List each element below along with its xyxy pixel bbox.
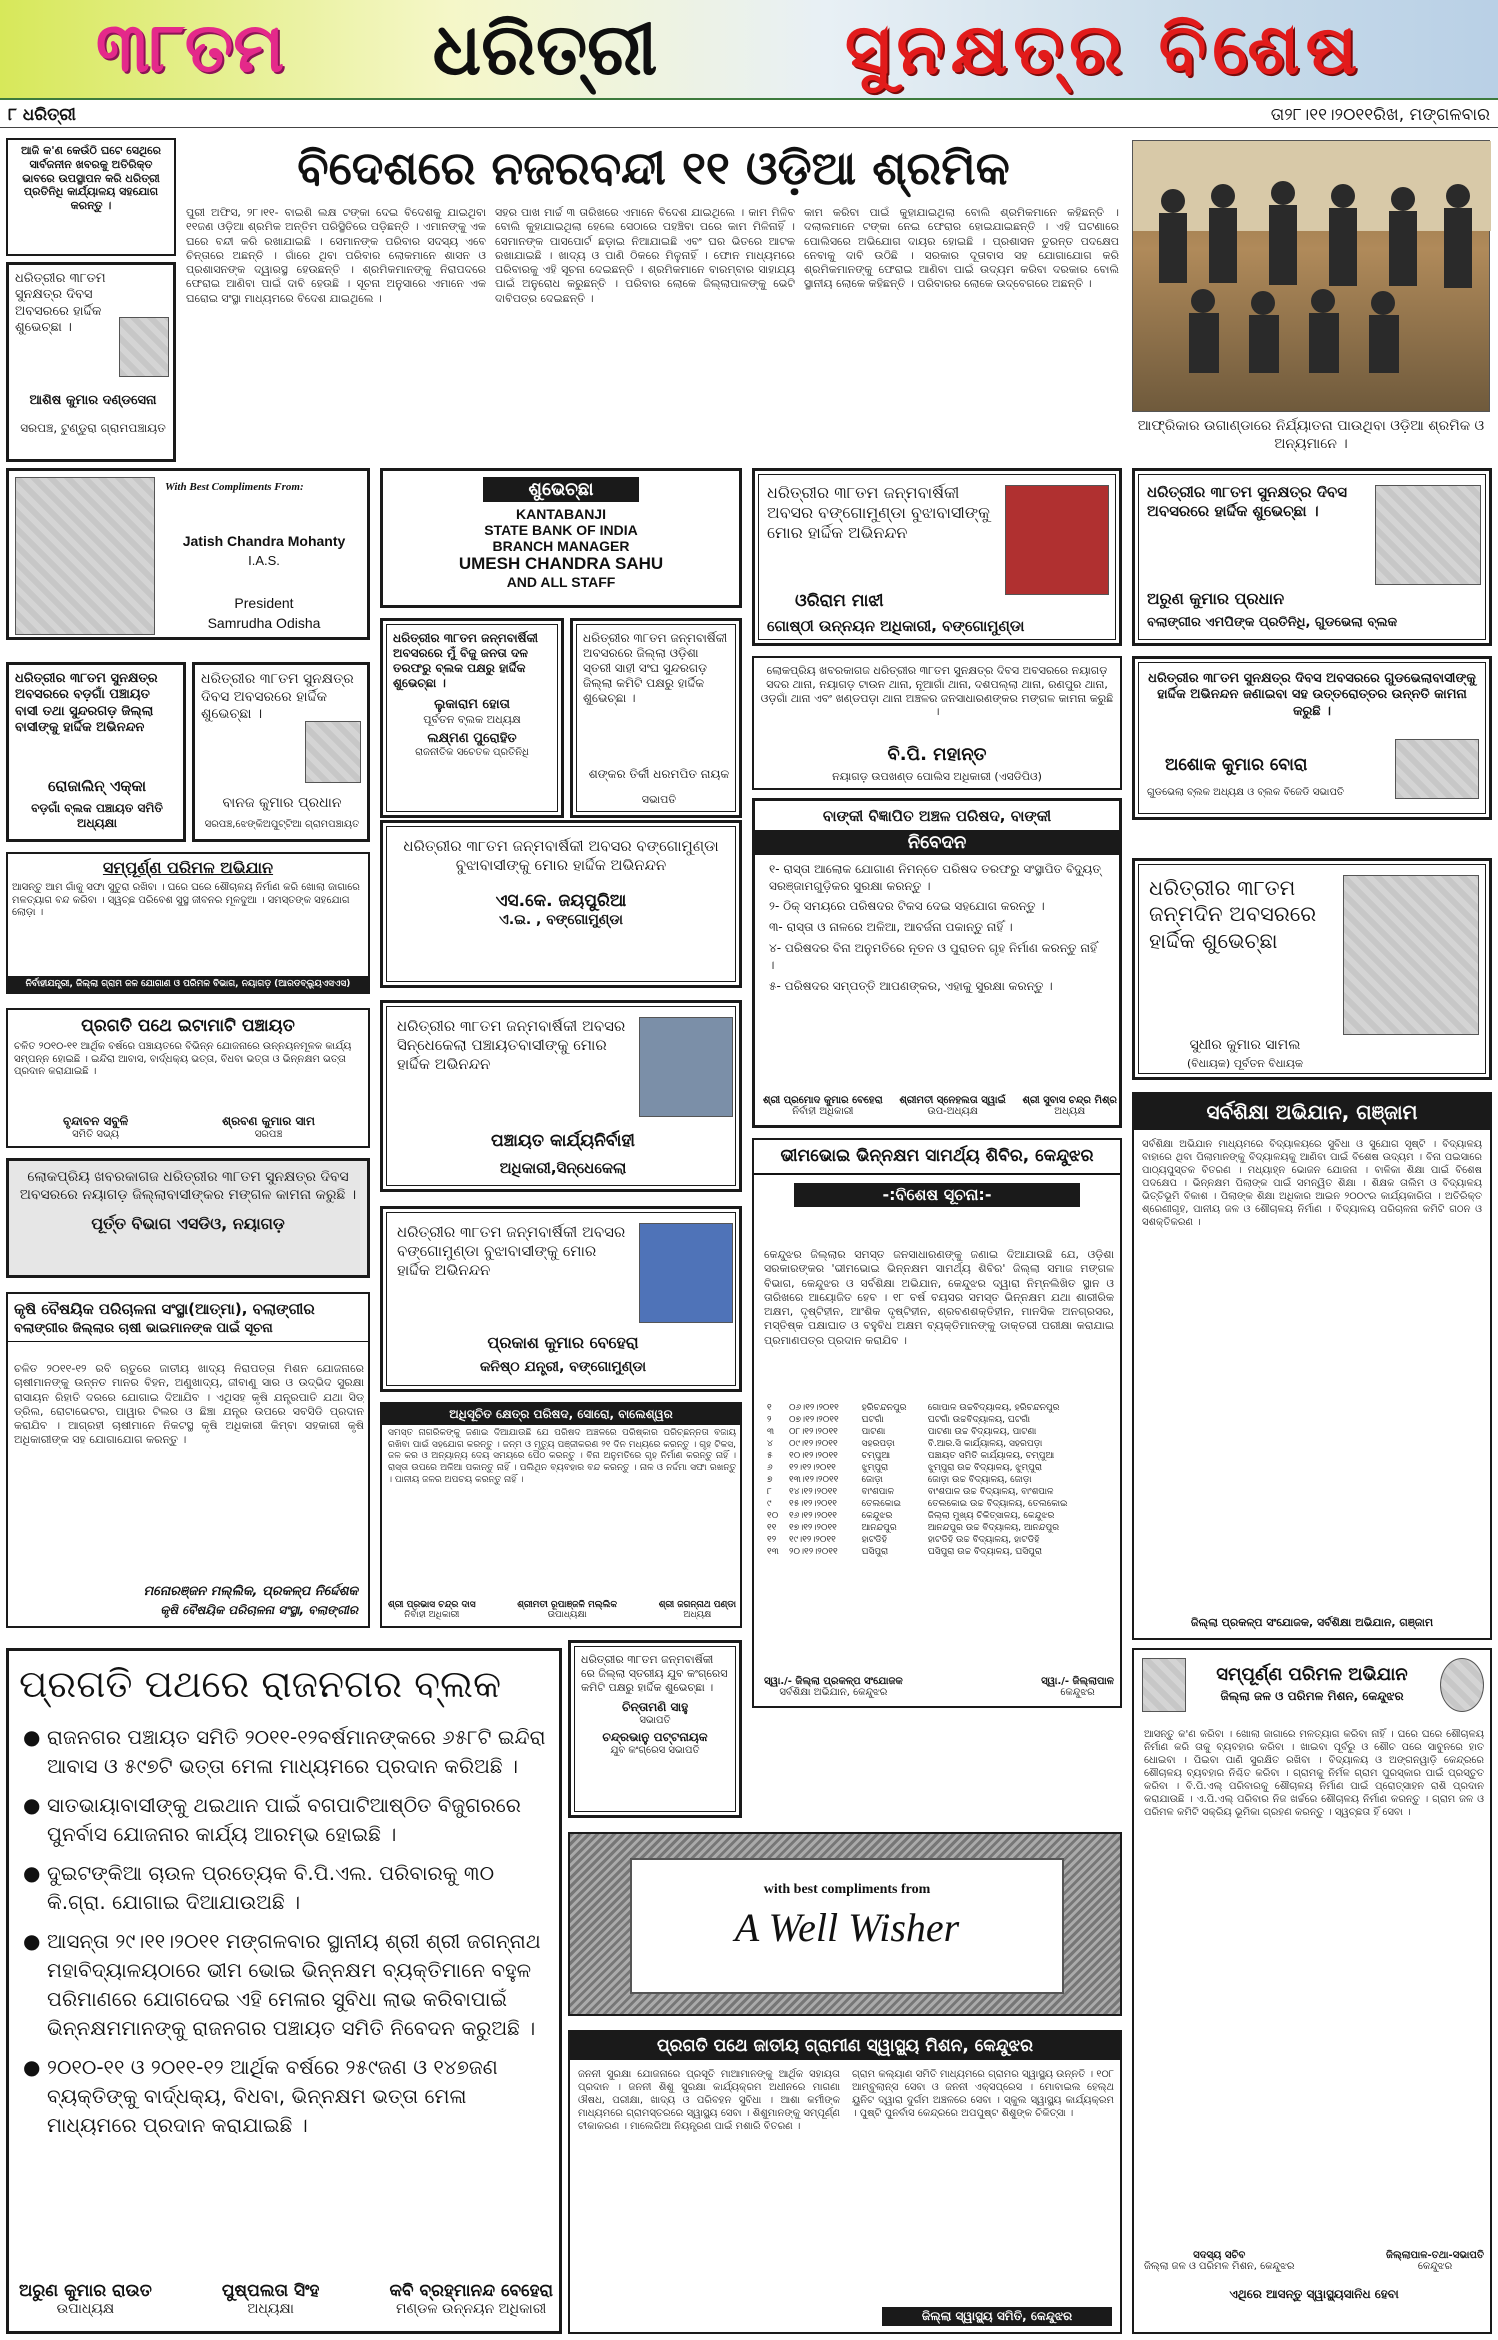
ad-rajnagar [6,1648,562,2334]
intro-box [6,138,176,256]
ad-chintamani-text: ଧରିତ୍ରୀର ୩୮ତମ ଜନ୍ମବାର୍ଷିକୀ ରେ ଜିଲ୍ଲା ସ୍ତରୀୟ ଯୁବ କଂଗ୍ରେସ କମିଟି ପକ୍ଷରୁ ହାର୍ଦ୍ଦିକ ଶୁଭେଚ୍ଛା । [581,1653,728,1694]
ad-police-role: ନୟାଗଡ଼ ଉପଖଣ୍ଡ ପୋଲିସ ଅଧିକାରୀ (ଏସଡିପିଓ) [832,770,1042,783]
table-cell: ଜିଲ୍ଲା ମୁଖ୍ୟ ଚିକିତ୍ସାଳୟ, କେନ୍ଦୁଝର [927,1511,1055,1521]
story-col1: ପୁରୀ ଅଫିସ, ୨୮।୧୧- ବାଇଶି ଲକ୍ଷ ଟଙ୍କା ଦେଇ ବିଦେଶକୁ ଯାଇଥିବା ୧୧ଜଣ ଓଡ଼ିଆ ଶ୍ରମିକ ଅନ୍ତିମ ପରିସ୍ଥିତିରେ ପଡ଼ିଛନ୍ତି । ଏମାନଙ୍କୁ ଏକ ଘରେ ବନ୍ଦୀ କରି ରଖାଯାଇଛି । ସେମାନଙ୍କ ପରିବାର ସଦସ୍ୟ ଏବେ ଚିନ୍ତାରେ ଅଛନ୍ତି । ଗାଁରେ ଥିବା ପରିବାର ଲୋକମାନେ ଶାସନ ଓ ପ୍ରଶାସନଙ୍କ ଦ୍ୱାରସ୍ଥ ହେଉଛନ୍ତି । ଶ୍ରମିକମାନଙ୍କୁ ନିରାପଦରେ ଫେରାଇ ଆଣିବା ପାଇଁ ଦାବି ହେଉଛି । ସୂଚନା ଅନୁସାରେ ଏମାନେ ଏକ ଘରୋଇ ସଂସ୍ଥା ମାଧ୍ୟମରେ ବିଦେଶ ଯାଇଥିଲେ । [186,206,486,305]
table-row [764,1498,1114,1510]
ad-itamati-text: ଚଳିତ ୨୦୧୦-୧୧ ଆର୍ଥିକ ବର୍ଷରେ ପଞ୍ଚାୟତରେ ବିଭିନ୍ନ ଯୋଜନାରେ ଉନ୍ନୟନମୂଳକ କାର୍ଯ୍ୟ ସମ୍ପନ୍ନ ହୋଇଛି । ଇନ୍ଦିରା ଆବାସ, ବାର୍ଦ୍ଧକ୍ୟ ଭତ୍ତା, ବିଧବା ଭତ୍ତା ଓ ଭିନ୍ନକ୍ଷମ ଭତ୍ତା ପ୍ରଦାନ କରାଯାଇଛି । [14,1041,352,1078]
issue-date: ତା୨୮।୧୧।୨୦୧୧ରିଖ, ମଙ୍ଗଳବାର [1270,104,1490,125]
ad-swachh-text: ଆସନ୍ତୁ କ'ଣ କରିବା । ଖୋଲା ଜାଗାରେ ମଳତ୍ୟାଗ କରିବା ନାହିଁ । ଘରେ ଘରେ ଶୌଚାଳୟ ନିର୍ମାଣ କରି ତାକୁ ବ୍ୟବହାର କରିବା । ଖାଇବା ପୂର୍ବରୁ ଓ ଶୌଚ ପରେ ସାବୁନରେ ହାତ ଧୋଇବା । ପିଇବା ପାଣି ସୁରକ୍ଷିତ ରଖିବା । ବିଦ୍ୟାଳୟ ଓ ଅଙ୍ଗନୱାଡ଼ି କେନ୍ଦ୍ରରେ ଶୌଚାଳୟ ବ୍ୟବହାର ନିଶ୍ଚିତ କରିବା । ଗ୍ରାମକୁ ନିର୍ମଳ ଗ୍ରାମ ପୁରସ୍କାର ପାଇଁ ପ୍ରସ୍ତୁତ କରିବା । ବି.ପି.ଏଲ୍ ପରିବାରକୁ ଶୌଚାଳୟ ନିର୍ମାଣ ପାଇଁ ପ୍ରୋତ୍ସାହନ ରାଶି ପ୍ରଦାନ କରାଯାଉଛି । ଏ.ପି.ଏଲ୍ ପରିବାର ନିଜ ଖର୍ଚ୍ଚରେ ଶୌଚାଳୟ ନିର୍ମାଣ କରନ୍ତୁ । ଗ୍ରାମ ଜଳ ଓ ପରିମଳ କମିଟି ସକ୍ରିୟ ଭୂମିକା ଗ୍ରହଣ କରନ୍ତୁ । ସ୍ୱଚ୍ଛତା ହିଁ ସେବା । [1144,1729,1484,1818]
table-cell: ୧୭।୧୨।୨୦୧୧ [789,1523,837,1533]
sign-role: ଅଧ୍ୟକ୍ଷା [247,2301,294,2317]
ad-sudhir [1132,858,1492,1080]
table-cell: ବି.ଆର.ସି କାର୍ଯ୍ୟାଳୟ, ସହରପଡ଼ା [927,1439,1043,1449]
ad-bankee-sign [1022,1095,1117,1117]
table-row [764,1534,1114,1546]
table-cell: ୧୦ [767,1511,779,1521]
ad-swachh-title: ସମ୍ପୂର୍ଣ୍ଣ ପରିମଳ ଅଭିଯାନ [1216,1664,1408,1685]
ad-sudhir-text: ଧରିତ୍ରୀର ୩୮ତମ ଜନ୍ମଦିନ ଅବସରରେ ହାର୍ଦ୍ଦିକ ଶୁଭେଚ୍ଛା [1149,876,1317,953]
ad-sindhekela-text: ଧରିତ୍ରୀର ୩୮ତମ ଜନ୍ମବାର୍ଷିକୀ ଅବସର ସିନ୍ଧେକେଲା ପଞ୍ଚାୟତବାସୀଙ୍କୁ ମୋର ହାର୍ଦ୍ଦିକ ଅଭିନନ୍ଦନ [397,1017,626,1073]
sign-name: ଜିଲ୍ଲାପାଳ-ତଥା-ସଭାପତି [1386,2250,1484,2261]
ad-sarvashiksha-title: ସର୍ବଶିକ୍ଷା ଅଭିଯାନ, ଗଞ୍ଜାମ [1134,1094,1490,1130]
table-cell: ୮ [767,1487,772,1497]
table-row [764,1546,1114,1558]
sign-role: ଅଧ୍ୟକ୍ଷ [1054,1106,1086,1117]
ad-chintamani-role2: ଯୁବ କଂଗ୍ରେସ ସଭାପତି [610,1744,700,1756]
notice-item: ୪- ପରିଷଦର ବିନା ଅନୁମତିରେ ନୂତନ ଓ ପୁରାତନ ଗୃହ ନିର୍ମାଣ କରନ୍ତୁ ନାହିଁ । [769,940,1098,972]
ad-banaj-name: ବାନଜ କୁମାର ପ୍ରଧାନ [222,795,342,811]
person-head [1446,184,1470,208]
ad-nayagarh-text: ଲୋକପ୍ରିୟ ଖବରକାଗଜ ଧରିତ୍ରୀର ୩୮ତମ ସୁନକ୍ଷତ୍ର ଦିବସ ଅବସରରେ ନୟାଗଡ଼ ଜିଲ୍ଲାବାସୀଙ୍କର ମଙ୍ଗଳ କାମନା କରୁଛି । [19,1169,357,1203]
notice-item: ୨- ଠିକ୍ ସମୟରେ ପରିଷଦର ଟିକସ ଦେଇ ସହଯୋଗ କରନ୍ତୁ । [769,899,1045,914]
list-item: ● ଆସନ୍ତା ୨୯।୧୧।୨୦୧୧ ମଙ୍ଗଳବାର ସ୍ଥାନୀୟ ଶ୍ରୀ ଶ୍ରୀ ଜଗନ୍ନାଥ ମହାବିଦ୍ୟାଳୟଠାରେ ଭୀମ ଭୋଇ ଭିନ୍ନକ୍ଷମ ବ୍ୟକ୍ତିମାନେ ବହୁଳ ପରିମାଣରେ ଯୋଗଦେଇ ଏହି ମେଳାର ସୁବିଧା ଲାଭ କରିବାପାଇଁ ଭିନ୍ନକ୍ଷମମାନଙ୍କୁ ରାଜନଗର ପଞ୍ଚାୟତ ସମିତି ନିବେଦନ କରୁଅଛି । [19,1927,549,2043]
page-number: ୮ ଧରିତ୍ରୀ [8,104,76,125]
ad-bhimbhoi-sign [764,1676,903,1698]
ad-lakshman-name1: ଲୁକାରାମ ହୋତା [434,697,510,712]
sign-name: ସଦସ୍ୟ ସଚିବ [1193,2250,1246,2261]
ad-bhimbhoi-table [764,1402,1114,1558]
sign-role: ନିର୍ବାହୀ ଅଧିକାରୀ [792,1106,854,1117]
ad-police-text: ଲୋକପ୍ରିୟ ଖବରକାଗଜ ଧରିତ୍ରୀର ୩୮ତମ ସୁନକ୍ଷତ୍ର ଦିବସ ଅବସରରେ ନୟାଗଡ଼ ସଦର ଥାନା, ନୟାଗଡ଼ ଟାଉନ ଥାନା, ନୂଆଗାଁ ଥାନା, ଦଶପଲ୍ଲା ଥାନା, ରଣପୁର ଥାନା, ଓଡ଼ଗାଁ ଥାନା ଏବଂ ଖଣ୍ଡପଡ଼ା ଥାନା ଅଞ୍ଚଳର ଜନସାଧାରଣଙ୍କର ମଙ୍ଗଳ କାମନା କରୁଛି । [760,664,1114,719]
table-cell: ପାଟଣା [861,1427,886,1437]
story-col3: କାମ କରିବା ପାଇଁ କୁହାଯାଇଥିଲା ବୋଲି ଶ୍ରମିକମାନେ କହିଛନ୍ତି । ଦଲାଲମାନେ ଟଙ୍କା ନେଇ ଫେରାର ହୋଇଯାଇଛନ୍ତି । ଏହି ଘଟଣାରେ ପୋଲିସରେ ଅଭିଯୋଗ ଦାୟର ହୋଇଛି । ପ୍ରଶାସନ ତୁରନ୍ତ ପଦକ୍ଷେପ ନେବାକୁ ଦାବି ଉଠିଛି । ସରକାର ଦୂତାବାସ ସହ ଯୋଗାଯୋଗ କରି ଶ୍ରମିକମାନଙ୍କୁ ଫେରାଇ ଆଣିବା ପାଇଁ ଉଦ୍ୟମ କରିବା ଦରକାର ବୋଲି ସ୍ଥାନୀୟ ଲୋକେ କହିଛନ୍ତି । ପରିବାରର ଲୋକେ ଉଦ୍‌ବେଗରେ ଅଛନ୍ତି । [804,206,1119,291]
ad-sbi-line3: BRANCH MANAGER [492,538,630,554]
sign-name: ଶ୍ରୀମତୀ ରୂପାଞ୍ଜଳି ମଲ୍ଲିକ [517,1600,618,1610]
table-cell: ୧୨।୧୨।୨୦୧୧ [789,1463,836,1473]
ad-banaj-role: ସରପଞ୍ଚ,ଝେଙ୍କିଅପୁଟ୍ଟିଆ ଗ୍ରାମପଞ୍ଚାୟତ [204,819,360,830]
sign-role: କେନ୍ଦୁଝର [1417,2261,1453,2272]
sign-role: ଉପାଧ୍ୟକ୍ଷା [547,1610,587,1620]
person-body [1329,208,1357,286]
ad-chintamani-role1: ସଭାପତି [639,1715,671,1727]
ad-rajnagar-title: ପ୍ରଗତି ପଥରେ ରାଜନଗର ବ୍ଲକ [19,1662,502,1706]
sign-name: ପୁଷ୍ପଲତା ସିଂହ [221,2281,320,2301]
sign-role: ମଣ୍ଡଳ ଉନ୍ନୟନ ଅଧିକାରୀ [396,2301,547,2317]
person-head [1251,291,1275,315]
person-body [1209,208,1237,283]
sign-name: ଶ୍ରୀ ପ୍ରଭାସ ଚନ୍ଦ୍ର ଦାସ [388,1600,476,1610]
ad-soro-signs [388,1600,736,1620]
ad-shankar-text: ଧରିତ୍ରୀର ୩୮ତମ ଜନ୍ମବାର୍ଷିକୀ ଅବସରରେ ଜିଲ୍ଲା ଓଡ଼ିଶା ସ୍ତରୀ ସାହୀ ସଂଘ ସୁନ୍ଦରଗଡ଼ ଜିଲ୍ଲା କମିଟି ପକ୍ଷରୁ ହାର୍ଦ୍ଦିକ ଶୁଭେଚ୍ଛା । [583,631,728,705]
notice-item: ୫- ପରିଷଦର ସମ୍ପତ୍ତି ଆପଣଙ୍କର, ଏହାକୁ ସୁରକ୍ଷା କରନ୍ତୁ । [769,978,1053,993]
ad-nrhm-col2: ଗ୍ରାମ କଲ୍ୟାଣ ସମିତି ମାଧ୍ୟମରେ ଗ୍ରାମର ସ୍ୱାସ୍ଥ୍ୟ ଉନ୍ନତି । ୧୦୮ ଆମ୍ବୁଲାନ୍ସ ସେବା ଓ ଜନନୀ ଏକ୍ସପ୍ରେସ । ମୋବାଇଲ ହେଲ୍ଥ ୟୁନିଟ ଦ୍ୱାରା ଦୁର୍ଗମ ଅଞ୍ଚଳରେ ସେବା । ସ୍କୁଲ ସ୍ୱାସ୍ଥ୍ୟ କାର୍ଯ୍ୟକ୍ରମ । ପୁଷ୍ଟି ପୁନର୍ବାସ କେନ୍ଦ୍ରରେ ଅପପୁଷ୍ଟ ଶିଶୁଙ୍କ ଚିକିତ୍ସା । [852,2069,1114,2119]
sign-role: ଉପ-ଅଧ୍ୟକ୍ଷ [927,1106,978,1117]
ad-sbi-title: ଶୁଭେଚ୍ଛା [483,477,639,502]
table-cell: ଘଟଗାଁ ଉଚ୍ଚବିଦ୍ୟାଳୟ, ଘଟଗାଁ [927,1415,1031,1425]
ad-sudhir-photo [1343,875,1479,1035]
ad-itamati [6,1008,370,1148]
masthead-edition: ୩୮ତମ [95,9,285,88]
ad-swachh-subtitle: ଜିଲ୍ଲା ଜଳ ଓ ପରିମଳ ମିଶନ, କେନ୍ଦୁଝର [1220,1688,1404,1703]
table-row [764,1438,1114,1450]
ad-jatish-header: With Best Compliments From: [165,481,304,493]
ad-krushi [6,1292,370,1628]
ad-bankee-title: ବାଙ୍କୀ ବିଜ୍ଞାପିତ ଅଞ୍ଚଳ ପରିଷଦ, ବାଙ୍କୀ [822,807,1052,825]
ad-sudhir-role: (ବିଧାୟକ) ପୂର୍ବତନ ବିଧାୟକ [1186,1057,1304,1070]
person-body [1189,313,1219,373]
table-cell: ୦୭।୧୨।୨୦୧୧ [789,1415,839,1425]
table-cell: ୧୯।୧୨।୨୦୧୧ [789,1535,836,1545]
ad-bankee-subtitle: ନିବେଦନ [755,830,1119,855]
table-cell: ୧୩ [767,1547,779,1557]
sign-role: ଉପାଧ୍ୟକ୍ଷ [56,2301,115,2317]
ad-wellwisher-panel [630,1858,1064,1994]
sign-role: ଅଧ୍ୟକ୍ଷ [683,1610,712,1620]
table-cell: ୧୬।୧୨।୨୦୧୧ [789,1511,837,1521]
ad-chintamani [568,1640,742,1818]
ad-swachh-sign [1144,2250,1294,2272]
table-cell: କେନ୍ଦୁଝର [861,1511,893,1521]
ad-ashish-name: ଆଶିଷ କୁମାର ଦଣ୍ଡସେନା [29,393,157,408]
table-cell: ଚମ୍ପୁଆ [861,1451,891,1461]
ad-chintamani-name2: ଚନ୍ଦ୍ରଭାନୁ ପଟ୍ଟନାୟକ [602,1729,708,1744]
ad-lakshman [380,618,564,818]
ad-prakash-name: ପ୍ରକାଶ କୁମାର ବେହେରା [487,1333,639,1352]
ad-nrhm-title: ପ୍ରଗତି ପଥେ ଜାତୀୟ ଗ୍ରାମୀଣ ସ୍ୱାସ୍ଥ୍ୟ ମିଶନ, କେନ୍ଦୁଝର [570,2032,1120,2060]
ad-soro-text: ସମସ୍ତ ନାଗରିକଙ୍କୁ ଜଣାଇ ଦିଆଯାଉଛି ଯେ ପରିଷଦ ଅଞ୍ଚଳରେ ପରିଷ୍କାର ପରିଚ୍ଛନ୍ନତା ବଜାୟ ରଖିବା ପାଇଁ ସହଯୋଗ କରନ୍ତୁ । ଜନ୍ମ ଓ ମୃତ୍ୟୁ ପଞ୍ଜୀକରଣ ୨୧ ଦିନ ମଧ୍ୟରେ କରନ୍ତୁ । ଗୃହ ଟିକସ, ଜଳ କର ଓ ଅନ୍ୟାନ୍ୟ ଦେୟ ସମୟରେ ପୈଠ କରନ୍ତୁ । ବିନା ଅନୁମତିରେ ଗୃହ ନିର୍ମାଣ କରନ୍ତୁ ନାହିଁ । ରାସ୍ତା ଉପରେ ଅଳିଆ ପକାନ୍ତୁ ନାହିଁ । ପଲିଥିନ ବ୍ୟବହାର ବନ୍ଦ କରନ୍ତୁ । ନାଳ ଓ ନର୍ଦ୍ଦମା ସଫା ରଖନ୍ତୁ । ପାନୀୟ ଜଳର ଅପଚୟ କରନ୍ତୁ ନାହିଁ । [388,1428,736,1485]
ad-sindhekela-role: ଅଧିକାରୀ,ସିନ୍ଧେକେଲା [499,1159,627,1177]
group-photo-figures [1133,141,1491,413]
person-body [1369,315,1399,373]
table-cell: ତେଲକୋଇ [861,1499,901,1509]
person-body [1389,211,1417,286]
ad-sbi-line1: KANTABANJI [516,506,606,522]
person-head [1161,189,1185,213]
ad-swachh-signs [1144,2250,1484,2272]
ad-jatish-org: Samrudha Odisha [207,615,321,631]
sign-name: କବି ବ୍ରହ୍ମାନନ୍ଦ ବେହେରା [389,2281,553,2301]
ad-shankar-role: ସଭାପତି [641,793,677,806]
ad-itamati-signs [16,1114,362,1140]
ad-shankar [570,618,742,818]
notice-item: ୩- ରାସ୍ତା ଓ ନାଳରେ ଅଳିଆ, ଆବର୍ଜନା ପକାନ୍ତୁ ନାହିଁ । [769,920,1013,935]
table-cell: ୬ [767,1463,773,1473]
sign-role: କେନ୍ଦୁଝର [1060,1687,1095,1698]
ad-sarvashiksha-text: ସର୍ବଶିକ୍ଷା ଅଭିଯାନ ମାଧ୍ୟମରେ ବିଦ୍ୟାଳୟରେ ସୁବିଧା ଓ ସୁଯୋଗ ସୃଷ୍ଟି । ବିଦ୍ୟାଳୟ ବାହାରେ ଥିବା ପିଲାମାନଙ୍କୁ ବିଦ୍ୟାଳୟକୁ ଆଣିବା ପାଇଁ ବିଶେଷ ଉଦ୍ୟମ । ବିନା ପଇସାରେ ପାଠ୍ୟପୁସ୍ତକ ବିତରଣ । ମଧ୍ୟାହ୍ନ ଭୋଜନ ଯୋଜନା । ବାଳିକା ଶିକ୍ଷା ପାଇଁ ବିଶେଷ ପଦକ୍ଷେପ । ଭିନ୍ନକ୍ଷମ ପିଲାଙ୍କ ପାଇଁ ସମନ୍ୱିତ ଶିକ୍ଷା । ଶିକ୍ଷକ ତାଲିମ ଓ ବିଦ୍ୟାଳୟ ଭିତ୍ତିଭୂମି ବିକାଶ । ପିଲାଙ୍କ ଶିକ୍ଷା ଅଧିକାର ଆଇନ ୨୦୦୯ର କାର୍ଯ୍ୟକାରିତା । ଅତିରିକ୍ତ ଶ୍ରେଣୀଗୃହ, ପାନୀୟ ଜଳ ଓ ଶୌଚାଳୟ ନିର୍ମାଣ । ବିଦ୍ୟାଳୟ ପରିଚାଳନା କମିଟି ଗଠନ ଓ ସଶକ୍ତିକରଣ । [1142,1139,1482,1228]
ad-ashok-name: ଅଶୋକ କୁମାର ବୋରା [1165,755,1308,775]
ad-jatish [6,468,370,640]
ad-bankee-signs [763,1095,1117,1117]
table-cell: ୧୩।୧୨।୨୦୧୧ [789,1475,839,1485]
table-cell: ୯ [767,1499,772,1509]
intro-text: ଆଜି କ'ଣ କେଉଁଠି ଘଟେ ସେଥିରେ ସାର୍ବଜନୀନ ଖବରକୁ ଅତିରିକ୍ତ ଭାବରେ ଉପସ୍ଥାପନ କରି ଧରିତ୍ରୀ ପ୍ରତିନିଧି କାର୍ଯ୍ୟାଳୟ ସହଯୋଗ କରନ୍ତୁ । [21,144,161,212]
table-cell: ଆନନ୍ଦପୁର ଉଚ୍ଚ ବିଦ୍ୟାଳୟ, ଆନନ୍ଦପୁର [927,1523,1060,1533]
sign-role: ଜିଲ୍ଲା ଜଳ ଓ ପରିମଳ ମିଶନ, କେନ୍ଦୁଝର [1144,2261,1295,2272]
ad-lakshman-text: ଧରିତ୍ରୀର ୩୮ତମ ଜନ୍ମବାର୍ଷିକୀ ଅବସରରେ ମୁଁ ବିଜୁ ଜନତା ଦଳ ତରଫରୁ ବ୍ଲକ ପକ୍ଷରୁ ହାର୍ଦ୍ଦିକ ଶୁଭେଚ୍ଛା । [393,631,538,690]
ad-rajnagar-bullets [19,1723,549,2140]
person-body [1159,213,1187,283]
table-row [764,1426,1114,1438]
sign-name: ସ୍ୱା./- ଜିଲ୍ଲା ପ୍ରକଳ୍ପ ସଂଯୋଜକ [764,1676,903,1687]
ad-saniyatan-footer: ନିର୍ବାହୀଯନ୍ତ୍ରୀ, ଜିଲ୍ଲା ଗ୍ରାମ ଜଳ ଯୋଗାଣ ଓ ପରିମଳ ବିଭାଗ, ନୟାଗଡ଼ (ଆରଡବ୍ଲ୍ୟୁଏସଏସ) [8,976,368,992]
ad-ashish-text: ଧରିତ୍ରୀର ୩୮ତମ ସୁନକ୍ଷତ୍ର ଦିବସ ଅବସରରେ ହାର୍ଦ୍ଦିକ ଶୁଭେଚ୍ଛା । [15,271,106,335]
table-cell: ସହରପଡ଼ା [861,1439,895,1449]
ad-saniyatan-text: ଆସନ୍ତୁ ଆମ ଗାଁକୁ ସଫା ସୁତୁରା ରଖିବା । ଘରେ ଘରେ ଶୌଚାଳୟ ନିର୍ମାଣ କରି ଖୋଲା ଜାଗାରେ ମଳତ୍ୟାଗ ବନ୍ଦ କରିବା । ସ୍ୱଚ୍ଛ ପରିବେଶ ସୁସ୍ଥ ଜୀବନର ମୂଳଦୁଆ । ସମସ୍ତଙ୍କ ସହଯୋଗ ଲୋଡ଼ା । [12,882,360,918]
list-item: ● ରାଜନଗର ପଞ୍ଚାୟତ ସମିତି ୨୦୧୧-୧୨ବର୍ଷମାନଙ୍କରେ ୬୫୮ଟି ଇନ୍ଦିରା ଆବାସ ଓ ୫୯୭ଟି ଭତ୍ତା ମେଳା ମାଧ୍ୟମରେ ପ୍ରଦାନ କରିଅଛି । [19,1723,549,1781]
ad-nayagarh [6,1158,370,1278]
ad-ashish [6,262,176,462]
table-cell: ୧୫।୧୨।୨୦୧୧ [789,1499,837,1509]
ad-itamati-sign [222,1114,315,1140]
ad-sindhekela [380,1000,742,1192]
table-row [764,1522,1114,1534]
ad-wellwisher-line2: A Well Wisher [734,1905,960,1950]
sign-role: ସମିତି ସଭ୍ୟ [72,1129,120,1140]
ad-bhimbhoi-text: କେନ୍ଦୁଝର ଜିଲ୍ଲାର ସମସ୍ତ ଜନସାଧାରଣଙ୍କୁ ଜଣାଇ ଦିଆଯାଉଛି ଯେ, ଓଡ଼ିଶା ସରକାରଙ୍କର 'ଭୀମଭୋଇ ଭିନ୍ନକ୍ଷମ ସାମର୍ଥ୍ୟ ଶିବିର' ଜିଲ୍ଲା ସମାଜ ମଙ୍ଗଳ ବିଭାଗ, କେନ୍ଦୁଝର ଓ ସର୍ବଶିକ୍ଷା ଅଭିଯାନ, କେନ୍ଦୁଝର ଦ୍ୱାରା ନିମ୍ନଲିଖିତ ସ୍ଥାନ ଓ ତାରିଖରେ ଆୟୋଜିତ ହେବ । ୧୮ ବର୍ଷ ବୟସର ସମସ୍ତ ଭିନ୍ନକ୍ଷମ ଯଥା ଶାରୀରିକ ଅକ୍ଷମ, ଦୃଷ୍ଟିହୀନ, ଆଂଶିକ ଦୃଷ୍ଟିହୀନ, ଶ୍ରବଣଶକ୍ତିହୀନ, ମାନସିକ ଅନଗ୍ରସର, ମସ୍ତିଷ୍କ ପକ୍ଷାଘାତ ଓ ବହୁବିଧ ଅକ୍ଷମ ବ୍ୟକ୍ତିମାନଙ୍କୁ ଡାକ୍ତରୀ ପରୀକ୍ଷା କରାଯାଇ ପ୍ରମାଣପତ୍ର ପ୍ରଦାନ କରାଯିବ । [764,1248,1114,1347]
table-cell: ଘଟଗାଁ [861,1415,884,1425]
table-cell: ୧୪।୧୨।୨୦୧୧ [789,1487,838,1497]
table-cell: ପାଟଣା ଉଚ୍ଚ ବିଦ୍ୟାଳୟ, ପାଟଣା [927,1427,1037,1437]
ad-bhimbhoi-signs [764,1676,1114,1698]
list-item: ● ୨୦୧୦-୧୧ ଓ ୨୦୧୧-୧୨ ଆର୍ଥିକ ବର୍ଷରେ ୨୫୯ଜଣ ଓ ୧୪୭ଜଣ ବ୍ୟକ୍ତିଙ୍କୁ ବାର୍ଦ୍ଧକ୍ୟ, ବିଧବା, ଭିନ୍ନକ୍ଷମ ଭତ୍ତା ମେଳା ମାଧ୍ୟମରେ ପ୍ରଦାନ କରାଯାଇଛି । [19,2053,549,2140]
table-cell: ଗୋପାଳ ଉଚ୍ଚବିଦ୍ୟାଳୟ, ହରିଚନ୍ଦନପୁର [927,1403,1060,1413]
ad-ashok-role: ଗୁଡଭେଲା ବ୍ଲକ ଅଧ୍ୟକ୍ଷ ଓ ବ୍ଲକ ବିଜେଡି ସଭାପତି [1147,787,1345,798]
ad-rosalin [6,662,186,842]
person-head [1391,187,1415,211]
ad-soro-sign [517,1600,617,1620]
table-cell: ୨ [767,1415,772,1425]
table-cell: ୧୨ [767,1535,777,1545]
ad-itamati-sign [63,1114,128,1140]
sign-role: ସର୍ବଶିକ୍ଷା ଅଭିଯାନ, କେନ୍ଦୁଝର [779,1687,888,1698]
table-cell: ୫ [767,1451,773,1461]
ad-bankee [752,798,1122,1128]
ad-rajnagar-sign [389,2281,553,2317]
ad-ashish-photo [119,317,169,377]
ad-lakshman-name2: ଲକ୍ଷ୍ମଣ ପୁରୋହିତ [427,731,517,746]
ad-arun-photo [1375,485,1481,585]
ad-prakash-photo [639,1223,733,1323]
ad-police-name: ବି.ପି. ମହାନ୍ତ [887,744,987,765]
person-body [1269,205,1297,285]
ad-soro-sign [659,1600,736,1620]
ad-jaypuria-role: ଏ.ଇ. , ବଙ୍ଗୋମୁଣ୍ଡା [499,911,623,928]
ad-bhimbhoi [752,1138,1122,1708]
table-cell: ୧୦।୧୨।୨୦୧୧ [789,1451,838,1461]
ad-swachh-sign [1386,2250,1484,2272]
ad-bhimbhoi-subtitle: -:ବିଶେଷ ସୂଚନା:- [794,1183,1080,1207]
ad-jatish-photo [15,477,155,635]
table-cell: ଆନନ୍ଦପୁର [861,1523,897,1533]
table-cell: ପଞ୍ଚାୟତ ସମିତି କାର୍ଯ୍ୟାଳୟ, ଚମ୍ପୁଆ [927,1451,1055,1461]
ad-chintamani-name1: ଚିନ୍ତାମଣି ସାହୁ [621,1700,689,1715]
table-cell: ଘସିପୁରା ଉଚ୍ଚ ବିଦ୍ୟାଳୟ, ଘସିପୁରା [927,1547,1043,1557]
table-row [764,1414,1114,1426]
list-item: ● ସାତଭାୟାବାସୀଙ୍କୁ ଥଇଥାନ ପାଇଁ ବଗପାଟିଆଷ୍ଠିତ ବିଜୁଗରରେ ପୁନର୍ବାସ ଯୋଜନାର କାର୍ଯ୍ୟ ଆରମ୍ଭ ହୋଇଛି । [19,1791,549,1849]
person-head [1191,289,1215,313]
story-photo-caption: ଆଫ୍ରିକାର ଉଗାଣ୍ଡାରେ ନିର୍ଯ୍ୟାତନା ପାଉଥିବା ଓଡ଼ିଆ ଶ୍ରମିକ ଓ ଅନ୍ୟମାନେ । [1137,418,1485,452]
emblem-icon [1142,1658,1186,1712]
ad-prakash-role: କନିଷ୍ଠ ଯନ୍ତ୍ରୀ, ବଙ୍ଗୋମୁଣ୍ଡା [479,1359,647,1375]
person-body [1444,208,1472,288]
table-cell: ହାଟଡିହି [861,1535,887,1545]
ad-arun-role: ବଲାଙ୍ଗୀର ଏମପିଙ୍କ ପ୍ରତିନିଧି, ଗୁଡଭେଲା ବ୍ଲକ [1147,615,1398,630]
story-col2: ସହର ପାଖ ମାର୍ଚ୍ଚ ୩ ତାରିଖରେ ଏମାନେ ବିଦେଶ ଯାଇଥିଲେ । କାମ ମିଳିବ ବୋଲି କୁହାଯାଇଥିଲା ହେଲେ ସେଠାରେ ପହଞ୍ଚିବା ପରେ କାମ ମିଳିନାହିଁ । ସେମାନଙ୍କ ପାସପୋର୍ଟ ଛଡ଼ାଇ ନିଆଯାଇଛି ଏବଂ ଘର ଭିତରେ ଆଟକ ରଖାଯାଇଛି । ଖାଦ୍ୟ ଓ ପାଣି ଠିକରେ ମିଳୁନାହିଁ । ଫୋନ ମାଧ୍ୟମରେ ପରିବାରକୁ ଏହି ସୂଚନା ଦେଇଛନ୍ତି । ଶ୍ରମିକମାନେ ବାରମ୍ବାର ସାହାଯ୍ୟ ପାଇଁ ଅନୁରୋଧ କରୁଛନ୍ତି । ପରିବାର ଲୋକେ ଜିଲ୍ଲାପାଳଙ୍କୁ ଭେଟି ଦାବିପତ୍ର ଦେଇଛନ୍ତି । [495,206,795,305]
table-row [764,1510,1114,1522]
ad-krushi-signr: କୃଷି ବୈଷୟିକ ପରିଚାଳନା ସଂସ୍ଥା, ବଲାଙ୍ଗୀର [160,1603,358,1617]
ad-saniyatan [6,852,370,994]
table-cell: ୧ [767,1403,772,1413]
person-body [1309,313,1339,373]
ad-wellwisher [568,1832,1122,2016]
person-head [1211,184,1235,208]
ad-soro [380,1402,742,1628]
masthead-paper-name: ଧରିତ୍ରୀ [432,5,658,91]
ad-soro-title: ଅଧିସୂଚିତ କ୍ଷେତ୍ର ପରିଷଦ, ସୋରୋ, ବାଲେଶ୍ୱର [382,1404,740,1425]
ad-prakash [380,1206,742,1392]
ad-itamati-title: ପ୍ରଗତି ପଥେ ଇଟାମାଟି ପଞ୍ଚାୟତ [81,1016,295,1036]
ad-lakshman-role2: ରାଜନୀତିକ ସଚେତକ ପ୍ରତିନିଧି [415,747,529,759]
ad-bankee-items [755,855,1119,1005]
sign-name: ଶ୍ରୀ ଜଗନ୍ନାଥ ପଣ୍ଡା [658,1600,736,1610]
ad-prakash-text: ଧରିତ୍ରୀର ୩୮ତମ ଜନ୍ମବାର୍ଷିକୀ ଅବସର ବଙ୍ଗୋମୁଣ୍ଡା ବୁଝାବାସୀଙ୍କୁ ମୋର ହାର୍ଦ୍ଦିକ ଅଭିନନ୍ଦନ [397,1223,626,1279]
ad-rosalin-role: ବଡ଼ଗାଁ ବ୍ଲକ ପଞ୍ଚାୟତ ସମିତି ଅଧ୍ୟକ୍ଷା [31,801,163,830]
ad-sarvashiksha-sign: ଜିଲ୍ଲା ପ୍ରକଳ୍ପ ସଂଯୋଜକ, ସର୍ବଶିକ୍ଷା ଅଭିଯାନ, ଗଞ୍ଜାମ [1190,1616,1434,1630]
ad-arun-name: ଅରୁଣ କୁମାର ପ୍ରଧାନ [1147,589,1285,608]
ad-nrhm-footer: ଜିଲ୍ଲା ସ୍ୱାସ୍ଥ୍ୟ ସମିତି, କେନ୍ଦୁଝର [882,2307,1112,2326]
ad-saniyatan-title: ସମ୍ପୂର୍ଣ୍ଣ ପରିମଳ ଅଭିଯାନ [102,858,274,877]
ad-police [752,656,1122,790]
ad-sbi-line4: UMESH CHANDRA SAHU [458,554,664,573]
ad-krushi-subtitle: ବଲାଙ୍ଗୀର ଜିଲ୍ଲାର ଚାଷୀ ଭାଇମାନଙ୍କ ପାଇଁ ସୂଚନା [8,1321,368,1342]
ad-krushi-title: କୃଷି ବୈଷୟିକ ପରିଚାଳନା ସଂସ୍ଥା(ଆତ୍ମା), ବଲାଙ୍ଗୀର [14,1300,315,1318]
ad-shankar-name: ଶଙ୍କର ତିର୍କୀ ଧରମପିତ ନାୟକ [588,767,730,781]
notice-item: ୧- ରାସ୍ତା ଆଲୋକ ଯୋଗାଣ ନିମନ୍ତେ ପରିଷଦ ତରଫରୁ ସଂସ୍ଥାପିତ ବିଦ୍ୟୁତ୍ ସରଞ୍ଜାମଗୁଡ଼ିକର ସୁରକ୍ଷା କରନ୍ତୁ । [769,861,1101,893]
ad-orbiram-photo [1005,485,1109,595]
table-row [764,1450,1114,1462]
ad-nrhm-col1: ଜନନୀ ସୁରକ୍ଷା ଯୋଜନାରେ ପ୍ରସୂତି ମାଆମାନଙ୍କୁ ଆର୍ଥିକ ସହାୟତା ପ୍ରଦାନ । ଜନନୀ ଶିଶୁ ସୁରକ୍ଷା କାର୍ଯ୍ୟକ୍ରମ ଅଧୀନରେ ମାଗଣା ଔଷଧ, ପରୀକ୍ଷା, ଖାଦ୍ୟ ଓ ପରିବହନ ସୁବିଧା । ଆଶା କର୍ମୀଙ୍କ ମାଧ୍ୟମରେ ଗ୍ରାମସ୍ତରରେ ସ୍ୱାସ୍ଥ୍ୟ ସେବା । ଶିଶୁମାନଙ୍କୁ ସମ୍ପୂର୍ଣ୍ଣ ଟୀକାକରଣ । ମାଲେରିଆ ନିୟନ୍ତ୍ରଣ ପାଇଁ ମଶାରି ବିତରଣ । [578,2069,840,2132]
ad-sarvashiksha [1132,1092,1492,1640]
sign-name: ଶ୍ରବଣ କୁମାର ସାମ [222,1114,316,1128]
sign-role: ନିର୍ବାହୀ ଅଧିକାରୀ [404,1610,460,1620]
person-head [1311,289,1335,313]
ad-bankee-sign [899,1095,1006,1117]
sign-name: ଶ୍ରୀ ପ୍ରମୋଦ କୁମାର ବେହେରା [763,1095,883,1106]
ad-sudhir-name: ସୁଧୀର କୁମାର ସାମଲ [1189,1037,1301,1053]
person-head [1331,184,1355,208]
table-row [764,1486,1114,1498]
ad-bankee-sign [763,1095,883,1117]
headline: ବିଦେଶରେ ନଜରବନ୍ଦୀ ୧୧ ଓଡ଼ିଆ ଶ୍ରମିକ [297,141,1010,195]
ad-rosalin-text: ଧରିତ୍ରୀର ୩୮ତମ ସୁନକ୍ଷତ୍ର ଅବସରରେ ବଡ଼ଗାଁ ପଞ୍ଚାୟତ ବାସୀ ତଥା ସୁନ୍ଦରଗଡ଼ ଜିଲ୍ଲା ବାସୀଙ୍କୁ ହାର୍ଦ୍ଦିକ ଅଭିନନ୍ଦନ [15,671,158,735]
ad-jaypuria-text: ଧରିତ୍ରୀର ୩୮ତମ ଜନ୍ମବାର୍ଷିକୀ ଅବସର ବଙ୍ଗୋମୁଣ୍ଡା ବୁଝାବାସୀଙ୍କୁ ମୋର ହାର୍ଦ୍ଦିକ ଅଭିନନ୍ଦନ [403,837,719,874]
masthead [0,0,1498,100]
ad-krushi-text: ଚଳିତ ୨୦୧୧-୧୨ ରବି ଋତୁରେ ଜାତୀୟ ଖାଦ୍ୟ ନିରାପତ୍ତା ମିଶନ ଯୋଜନାରେ ଚାଷୀମାନଙ୍କୁ ଉନ୍ନତ ମାନର ବିହନ, ଅଣୁଖାଦ୍ୟ, ଜୀବାଣୁ ସାର ଓ ଉଦ୍ଭିଦ ସୁରକ୍ଷା ରାସାୟନ ରିହାତି ଦରରେ ଯୋଗାଇ ଦିଆଯିବ । ଏଥିସହ କୃଷି ଯନ୍ତ୍ରପାତି ଯଥା ସିଡ୍ ଡ୍ରିଲ, ରୋଟାଭେଟର, ପାୱାର ଟିଲର ଓ ଛିଞ୍ଚା ଯନ୍ତ୍ର ଉପରେ ସବସିଡି ପ୍ରଦାନ କରାଯିବ । ଆଗ୍ରହୀ ଚାଷୀମାନେ ନିକଟସ୍ଥ କୃଷି ଅଧିକାରୀ କିମ୍ବା ସହକାରୀ କୃଷି ଅଧିକାରୀଙ୍କ ସହ ଯୋଗାଯୋଗ କରନ୍ତୁ । [14,1362,364,1447]
ad-orbiram [752,468,1122,646]
ad-swachh [1132,1648,1492,2334]
list-item: ● ଦୁଇଟଙ୍କିଆ ଚାଉଳ ପ୍ରତ୍ୟେକ ବି.ପି.ଏଲ. ପରିବାରକୁ ୩୦ କି.ଗ୍ରା. ଯୋଗାଇ ଦିଆଯାଉଅଛି । [19,1859,549,1917]
table-cell: ୨୦।୧୨।୨୦୧୧ [789,1547,838,1557]
masthead-special: ସୁନକ୍ଷତ୍ର ବିଶେଷ [844,7,1364,90]
ad-rosalin-name: ରୋଜାଲିନ୍ ଏକ୍କା [48,777,146,795]
sign-name: ଅରୁଣ କୁମାର ରାଉତ [19,2281,152,2301]
ad-banaj-text: ଧରିତ୍ରୀର ୩୮ତମ ସୁନକ୍ଷତ୍ର ଦିବସ ଅବସରରେ ହାର୍ଦ୍ଦିକ ଶୁଭେଚ୍ଛା । [201,671,354,722]
ad-banaj [192,662,370,842]
table-cell: ୧୧ [767,1523,777,1533]
ad-nayagarh-name: ପୂର୍ତ୍ତ ବିଭାଗ ଏସଡିଓ, ନୟାଗଡ଼ [91,1214,285,1233]
ad-soro-sign [388,1600,476,1620]
sign-name: ସ୍ୱା./- ଜିଲ୍ଲାପାଳ [1041,1676,1114,1687]
ad-jaypuria [380,820,742,988]
ad-arun [1132,468,1492,646]
table-cell: ୭ [767,1475,773,1485]
table-cell: ଝୁମ୍ପୁରା ଉଚ୍ଚ ବିଦ୍ୟାଳୟ, ଝୁମ୍ପୁରା [927,1463,1043,1473]
ad-sindhekela-name: ପଞ୍ଚାୟତ କାର୍ଯ୍ୟନିର୍ବାହୀ [491,1131,635,1151]
table-row [764,1474,1114,1486]
sign-name: ଶ୍ରୀ ସୁବାସ ଚନ୍ଦ୍ର ମିଶ୍ର [1022,1095,1117,1106]
story-photo [1132,140,1490,412]
ad-bhimbhoi-title: ଭୀମଭୋଇ ଭିନ୍ନକ୍ଷମ ସାମର୍ଥ୍ୟ ଶିବିର, କେନ୍ଦୁଝର [754,1140,1120,1175]
ad-orbiram-text: ଧରିତ୍ରୀର ୩୮ତମ ଜନ୍ମବାର୍ଷିକୀ ଅବସର ବଙ୍ଗୋମୁଣ୍ଡା ବୁଝାବାସୀଙ୍କୁ ମୋର ହାର୍ଦ୍ଦିକ ଅଭିନନ୍ଦନ [767,483,990,542]
table-cell: ତେଲକୋଇ ଉଚ୍ଚ ବିଦ୍ୟାଳୟ, ତେଲକୋଇ [927,1499,1068,1509]
ad-orbiram-role: ଗୋଷ୍ଠୀ ଉନ୍ନୟନ ଅଧିକାରୀ, ବଙ୍ଗୋମୁଣ୍ଡା [767,617,1025,635]
ad-sbi-line2: STATE BANK OF INDIA [484,522,638,538]
ad-arun-text: ଧରିତ୍ରୀର ୩୮ତମ ସୁନକ୍ଷତ୍ର ଦିବସ ଅବସରରେ ହାର୍ଦ୍ଦିକ ଶୁଭେଚ୍ଛା । [1147,483,1348,520]
subhead [0,102,1498,128]
ad-rajnagar-sign [19,2281,152,2317]
ad-ashok-text: ଧରିତ୍ରୀର ୩୮ତମ ସୁନକ୍ଷତ୍ର ଦିବସ ଅବସରରେ ଗୁଡଭେଲାବାସୀଙ୍କୁ ହାର୍ଦ୍ଦିକ ଅଭିନନ୍ଦନ ଜଣାଇବା ସହ ଉତ୍ତରୋତ୍ତର ଉନ୍ନତି କାମନା କରୁଛି । [1148,671,1476,719]
person-head [1271,181,1295,205]
table-cell: ଜୋଡ଼ା ଉଚ୍ଚ ବିଦ୍ୟାଳୟ, ଜୋଡ଼ା [927,1475,1032,1485]
table-cell: ୦୬।୧୨।୨୦୧୧ [789,1403,839,1413]
sign-name: ଶ୍ରୀମତୀ ସ୍ନେହଲତା ସ୍ୱାଇଁ [899,1095,1006,1106]
ad-jatish-title: I.A.S. [248,553,280,568]
ad-sbi [380,468,742,608]
ad-jaypuria-name: ଏସ.କେ. ଜୟପୁରିଆ [495,890,627,911]
sign-role: ସରପଞ୍ଚ [254,1129,283,1140]
ad-rajnagar-signs [19,2281,553,2317]
ad-bhimbhoi-sign [1041,1676,1114,1698]
table-cell: ହାଟଡିହି ଉଚ୍ଚ ବିଦ୍ୟାଳୟ, ହାଟଡିହି [927,1535,1040,1545]
ad-nrhm [568,2030,1122,2334]
ad-swachh-footer: ଏଥିରେ ଆସନ୍ତୁ ସ୍ୱାସ୍ଥ୍ୟସାନିଧ ହେବା [1229,2287,1399,2301]
ad-banaj-photo [305,721,361,783]
table-cell: ଘସିପୁରା [861,1547,889,1557]
ad-lakshman-role1: ପୂର୍ବତନ ବ୍ଲକ ଅଧ୍ୟକ୍ଷ [423,713,521,727]
table-cell: ୩ [767,1427,775,1437]
person-head [1371,291,1395,315]
table-cell: ବାଂଶପାଳ [861,1487,894,1497]
ad-wellwisher-line1: with best compliments from [763,1882,931,1897]
ad-krushi-sign: ମନୋରଞ୍ଜନ ମଲ୍ଲିକ, ପ୍ରକଳ୍ପ ନିର୍ଦ୍ଦେଶକ [143,1583,358,1599]
person-body [1249,315,1279,373]
ad-ashish-role: ସରପଞ୍ଚ, ଟୁଣ୍ଡୁରା ଗ୍ରାମପଞ୍ଚାୟତ [20,421,166,435]
ad-sindhekela-photo [639,1017,733,1117]
table-cell: ଝୁମ୍ପୁରା [861,1463,889,1473]
table-cell: ୦୯।୧୨।୨୦୧୧ [789,1439,838,1449]
ad-sbi-line5: AND ALL STAFF [506,574,616,590]
table-cell: ହରିଚନ୍ଦନପୁର [861,1403,907,1413]
table-cell: ବାଂଶପାଳ ଉଚ୍ଚ ବିଦ୍ୟାଳୟ, ବାଂଶପାଳ [927,1487,1054,1497]
table-cell: ୦୮।୧୨।୨୦୧୧ [789,1427,838,1437]
table-cell: ଜୋଡ଼ା [861,1475,883,1485]
ad-ashok [1132,656,1492,820]
ad-rajnagar-sign [222,2281,320,2317]
ad-ashok-photo [1395,739,1479,799]
table-row [764,1402,1114,1414]
logo-icon [1440,1658,1484,1712]
table-row [764,1462,1114,1474]
ad-orbiram-name: ଓରିରାମ ମାଝୀ [795,591,884,611]
table-cell: ୪ [767,1439,773,1449]
sign-name: ବୃନ୍ଦାବନ ସବୁଳି [62,1114,129,1128]
ad-jatish-name: Jatish Chandra Mohanty [182,533,346,549]
ad-jatish-role: President [234,595,294,611]
